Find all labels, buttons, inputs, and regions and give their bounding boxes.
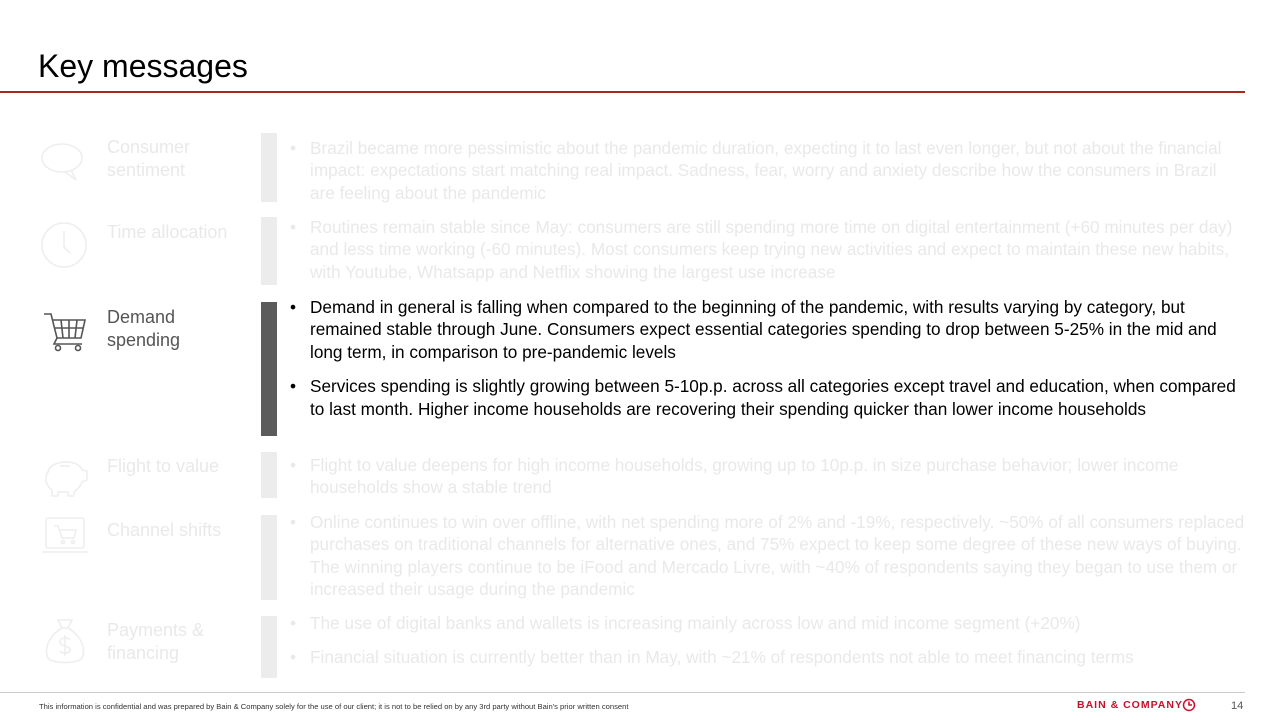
money-bag-icon — [40, 616, 90, 666]
section-marker-bar — [261, 133, 277, 202]
bullet-list — [290, 137, 1245, 216]
section-label: Demand spending — [107, 307, 181, 350]
confidentiality-disclaimer: This information is confidential and was prepared by Bain & Company solely for the use of our client; it is not to be relied on by any 3rd party without Bain's prior written consent — [39, 702, 629, 711]
bullet-item: • The use of digital banks and wallets is increasing mainly across low and mid income segment (+20%) — [290, 612, 1245, 634]
shopping-cart-icon — [40, 308, 90, 358]
page-title: Key messages — [38, 48, 248, 84]
bullet-item: • Online continues to win over offline, with net spending more of 2% and -19%, respectively. ~50% of all consumers replaced purchases on traditional channels for alternative ones, and 75% expect to keep some degree of these new ways of buying. The winning players continue to be iFood and Mercado Livre, with ~40% of respondents saying they began to use them or increased their usage during the pandemic — [290, 511, 1245, 601]
footer-divider — [0, 692, 1245, 693]
section-marker-bar — [261, 217, 277, 285]
bullet-list — [290, 296, 1245, 432]
bullet-item: • Routines remain stable since May: consumers are still spending more time on digital entertainment (+60 minutes per day) and less time working (-60 minutes). Most consumers keep trying new activities and expect to maintain these new habits, with Youtube, Whatsapp and Netflix showing the largest use increase — [290, 216, 1245, 283]
section-label: Payments & financing — [107, 620, 205, 663]
section-label: Consumer sentiment — [107, 137, 191, 180]
bullet-list — [290, 612, 1245, 681]
page-number: 14 — [1231, 700, 1244, 712]
bullet-item: • Financial situation is currently better than in May, with ~21% of respondents not able to meet financing terms — [290, 646, 1245, 668]
section-marker-bar — [261, 452, 277, 498]
company-logo: BAIN & COMPANY — [1077, 699, 1183, 711]
laptop-cart-icon — [40, 512, 90, 562]
bullet-list — [290, 216, 1245, 295]
section-label: Channel shifts — [107, 520, 222, 540]
logo-mark-icon — [1182, 698, 1196, 712]
section-label: Flight to value — [107, 456, 220, 476]
section-marker-bar — [261, 515, 277, 600]
clock-icon — [40, 220, 90, 270]
section-marker-bar — [261, 302, 277, 436]
bullet-item: • Demand in general is falling when compared to the beginning of the pandemic, with results varying by category, but remained stable through June. Consumers expect essential categories spending to drop between 5-25% in the mid and long term, in comparison to pre-pandemic levels — [290, 296, 1245, 363]
bullet-item: • Services spending is slightly growing between 5-10p.p. across all categories except travel and education, when compared to last month. Higher income households are recovering their spending quicker than lower income households — [290, 375, 1245, 420]
piggy-bank-icon — [40, 452, 90, 502]
bullet-item: • Flight to value deepens for high income households, growing up to 10p.p. in size purchase behavior; lower income households show a stable trend — [290, 454, 1245, 499]
section-label: Time allocation — [107, 222, 228, 242]
speech-bubble-icon — [40, 140, 90, 190]
section-marker-bar — [261, 616, 277, 678]
bullet-item: • Brazil became more pessimistic about the pandemic duration, expecting it to last even longer, but not about the financial impact: expectations start matching real impact. Sadness, fear, worry and anxiety describe how the consumers in Brazil are feeling about the pandemic — [290, 137, 1245, 204]
bullet-list — [290, 454, 1245, 511]
bullet-list — [290, 511, 1245, 613]
title-divider — [0, 91, 1245, 93]
